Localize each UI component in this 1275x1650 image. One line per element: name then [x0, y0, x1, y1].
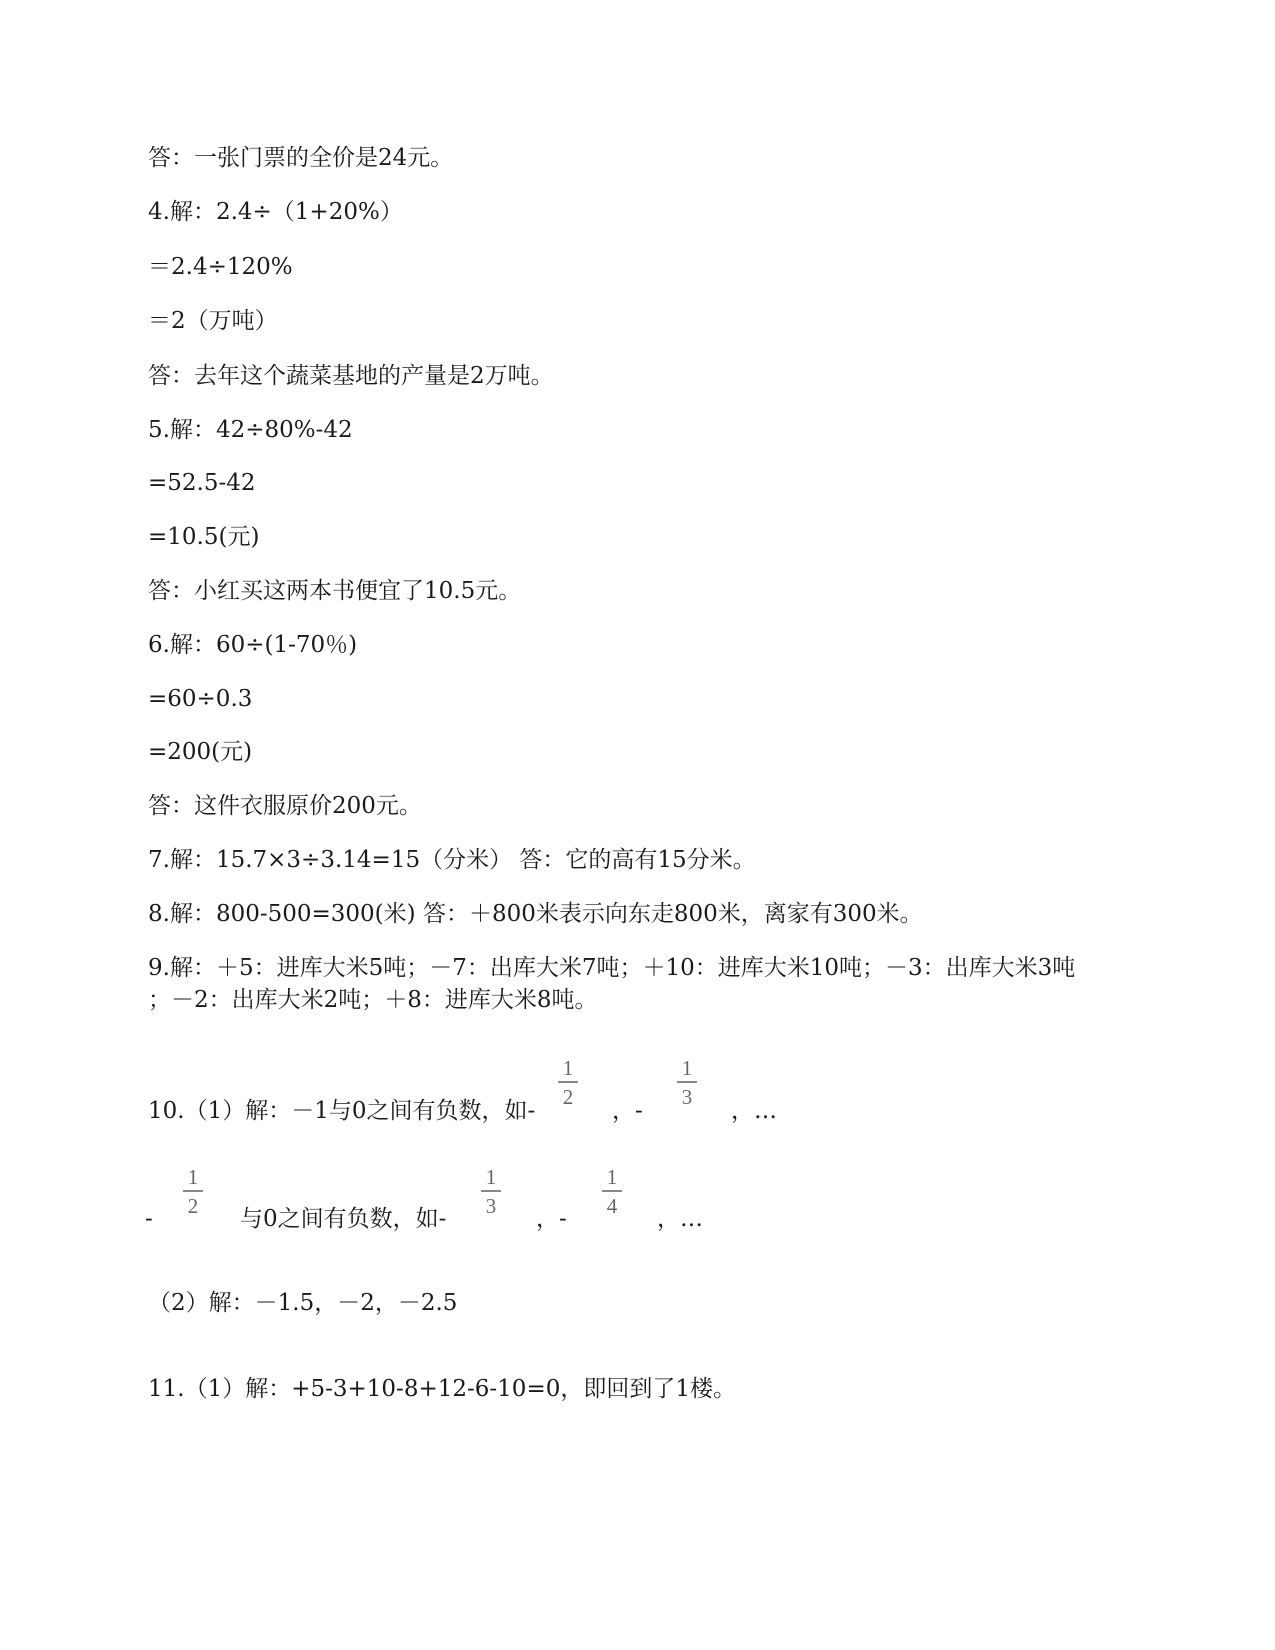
fraction-bar: [558, 1081, 578, 1083]
fraction-denominator: 4: [606, 1193, 618, 1218]
solution-line-q6-step2: =60÷0.3: [148, 686, 253, 712]
fraction-bar: [677, 1081, 697, 1083]
solution-line-q7: 7.解：15.7×3÷3.14=15（分米） 答：它的高有15分米。: [148, 847, 756, 873]
fraction-numerator: 1: [681, 1056, 693, 1080]
fraction-denominator: 3: [485, 1193, 497, 1218]
q10-2-fraction-third: [481, 1167, 501, 1217]
solution-line-q6-step3: =200(元): [148, 739, 253, 765]
solution-line-q5-step2: =52.5-42: [148, 470, 256, 496]
fraction-bar: [481, 1190, 501, 1192]
q10-2-text: 与0之间有负数，如-: [240, 1206, 447, 1232]
fraction-denominator: 2: [187, 1193, 199, 1218]
answer-line-q5: 答：小红买这两本书便宜了10.5元。: [148, 578, 522, 604]
answer-line-q6: 答：这件衣服原价200元。: [148, 793, 422, 819]
fraction-bar: [602, 1190, 622, 1192]
solution-line-q11-part1: 11.（1）解：+5-3+10-8+12-6-10=0，即回到了1楼。: [148, 1376, 736, 1402]
solution-line-q4-step2: ＝2.4÷120%: [148, 254, 293, 280]
q10-1-fraction-half: [558, 1058, 578, 1108]
answer-line-q4: 答：去年这个蔬菜基地的产量是2万吨。: [148, 363, 554, 389]
solution-line-q6-step1: 6.解：60÷(1-70％): [148, 632, 358, 658]
solution-line-q4-step3: ＝2（万吨）: [148, 308, 278, 334]
q10-2-separator-1: ，-: [536, 1206, 567, 1232]
q10-2-lead-minus: -: [145, 1206, 153, 1232]
fraction-numerator: 1: [187, 1165, 199, 1189]
solution-line-q8: 8.解：800-500=300(米) 答：＋800米表示向东走800米，离家有300米。: [148, 901, 923, 927]
q10-1-fraction-third: [677, 1058, 697, 1108]
q10-2-separator-2: ，…: [657, 1206, 703, 1232]
fraction-numerator: 1: [562, 1056, 574, 1080]
answer-line-q3: 答：一张门票的全价是24元。: [148, 145, 454, 171]
fraction-numerator: 1: [606, 1165, 618, 1189]
q10-1-separator-2: ，…: [731, 1098, 777, 1124]
q10-2-fraction-quarter: [602, 1167, 622, 1217]
solution-line-q9-part2: ；－2：出库大米2吨；＋8：进库大米8吨。: [148, 987, 598, 1013]
fraction-bar: [183, 1190, 203, 1192]
solution-line-q5-step1: 5.解：42÷80%-42: [148, 417, 353, 443]
solution-line-q4-step1: 4.解：2.4÷（1+20%）: [148, 199, 403, 225]
fraction-denominator: 2: [562, 1084, 574, 1109]
solution-line-q5-step3: =10.5(元): [148, 524, 260, 550]
q10-1-separator-1: ，-: [612, 1098, 643, 1124]
q10-1-text: 10.（1）解：－1与0之间有负数，如-: [148, 1098, 536, 1124]
fraction-denominator: 3: [681, 1084, 693, 1109]
solution-line-q10-part2: （2）解：－1.5，－2，－2.5: [148, 1290, 458, 1316]
fraction-numerator: 1: [485, 1165, 497, 1189]
q10-2-fraction-half: [183, 1167, 203, 1217]
solution-line-q9-part1: 9.解：＋5：进库大米5吨；－7：出库大米7吨；＋10：进库大米10吨；－3：出库大米3吨: [148, 955, 1076, 981]
